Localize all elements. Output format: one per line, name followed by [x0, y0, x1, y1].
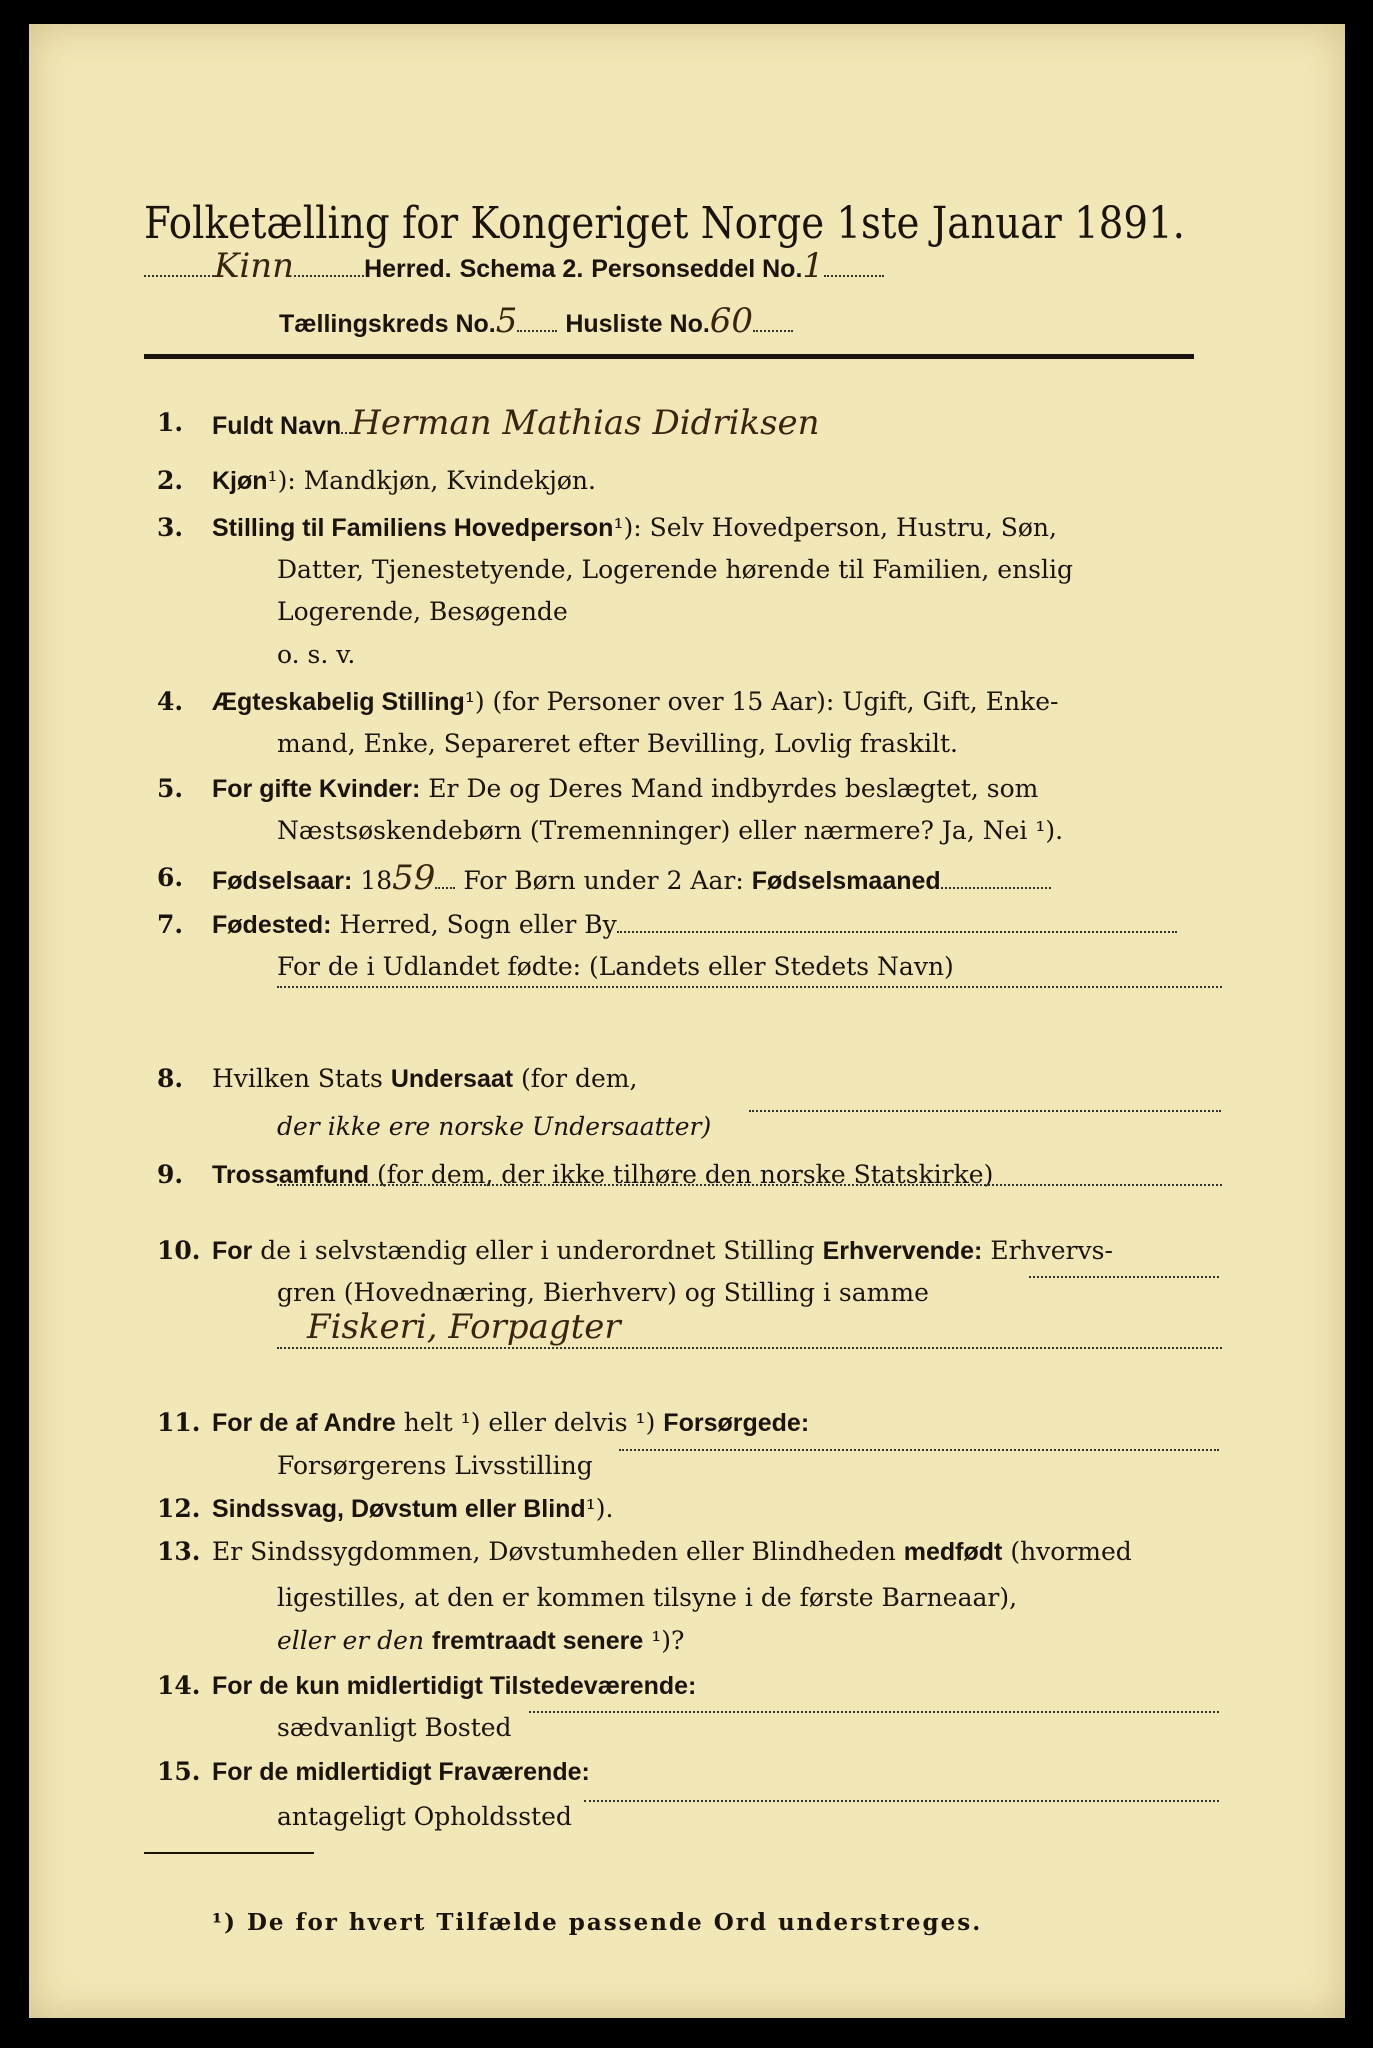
item-text: Er De og Deres Mand indbyrdes beslægtet, som — [428, 774, 1039, 803]
item-text: For de i Udlandet fødte: (Landets eller Stedets Navn) — [277, 952, 954, 981]
item-number: 15. — [157, 1757, 201, 1786]
kreds-label: Tællingskreds No. — [279, 310, 496, 338]
item-number: 12. — [157, 1494, 201, 1523]
item-number: 5. — [157, 774, 184, 803]
blank-line — [529, 1711, 1219, 1713]
item-label: Erhvervende: — [822, 1237, 983, 1265]
herred-value: Kinn — [214, 246, 295, 286]
item-text: helt ¹) eller delvis ¹) — [403, 1408, 656, 1437]
item-text: Hvilken Stats — [212, 1064, 383, 1093]
item-number: 9. — [157, 1160, 184, 1189]
item-number: 11. — [157, 1408, 201, 1437]
item-label: Sindssvag, Døvstum eller Blind — [212, 1495, 586, 1523]
item-number: 14. — [157, 1671, 201, 1700]
item-number: 13. — [157, 1537, 201, 1566]
birth-year-value: 59 — [392, 858, 436, 898]
item-text: ligestilles, at den er kommen tilsyne i de første Barneaar), — [277, 1583, 1018, 1612]
personseddel-label: Personseddel No. — [591, 255, 803, 283]
item-text: sædvanligt Bosted — [277, 1713, 512, 1742]
blank-line — [749, 1110, 1221, 1112]
footnote-rule — [144, 1852, 314, 1854]
item-text: Logerende, Besøgende — [277, 597, 568, 626]
item-text: ¹)? — [651, 1626, 685, 1655]
item-number: 2. — [157, 466, 184, 495]
item-text: eller er den — [277, 1626, 425, 1655]
item-label: For gifte Kvinder: — [212, 775, 421, 803]
item-text: der ikke ere norske Undersaatter) — [277, 1112, 712, 1141]
item-text: Datter, Tjenestetyende, Logerende hørende til Familien, enslig — [277, 555, 1074, 584]
item-text: de i selvstændig eller i underordnet Stilling — [260, 1236, 815, 1265]
item-label: Fødselsmaaned — [751, 867, 941, 895]
item-text: Er Sindssygdommen, Døvstumheden eller Blindheden — [212, 1537, 896, 1566]
item-label: fremtraadt senere — [432, 1627, 644, 1655]
item-text: (hvormed — [1010, 1537, 1132, 1566]
item-text: o. s. v. — [277, 640, 356, 669]
blank-line — [277, 986, 1222, 988]
item-label: Forsørgede: — [663, 1409, 810, 1437]
item-label: medfødt — [903, 1538, 1003, 1566]
schema-label: Schema 2. — [459, 255, 584, 283]
item-text: ¹). — [585, 1494, 614, 1523]
item-label: Fuldt Navn — [212, 412, 342, 440]
item-number: 8. — [157, 1064, 184, 1093]
husliste-label: Husliste No. — [565, 310, 710, 338]
item-text: Forsørgerens Livsstilling — [277, 1451, 593, 1480]
item-text: antageligt Opholdssted — [277, 1802, 572, 1831]
form-title: Folketælling for Kongeriget Norge 1ste Januar 1891. — [144, 198, 1185, 249]
item-number: 6. — [157, 863, 184, 892]
census-form — [29, 24, 1345, 2018]
item-text: ¹): Selv Hovedperson, Hustru, Søn, — [613, 513, 1057, 542]
item-label: For — [212, 1237, 253, 1265]
item-label: For de af Andre — [212, 1409, 396, 1437]
item-label: Kjøn — [212, 467, 268, 495]
item-label: Fødested: — [212, 911, 332, 939]
blank-line — [1029, 1276, 1219, 1278]
item-text: ¹): Mandkjøn, Kvindekjøn. — [267, 466, 596, 495]
occupation-value: Fiskeri, Forpagter — [307, 1307, 621, 1347]
husliste-value: 60 — [709, 301, 754, 341]
item-text: Næstsøskendebørn (Tremenninger) eller nærmere? Ja, Nei ¹). — [277, 816, 1064, 845]
header-line-1 — [144, 246, 884, 286]
header-rule — [144, 354, 1194, 359]
item-label: Stilling til Familiens Hovedperson — [212, 514, 614, 542]
item-label: Trossamfund — [212, 1161, 369, 1189]
item-label: Undersaat — [390, 1065, 514, 1093]
personseddel-value: 1 — [802, 246, 825, 286]
item-number: 10. — [157, 1236, 201, 1265]
item-label: For de midlertidigt Fraværende: — [212, 1758, 590, 1786]
header-line-2 — [279, 301, 793, 341]
item-text: (for dem, der ikke tilhøre den norske Statskirke) — [376, 1160, 994, 1189]
blank-line — [277, 1184, 1222, 1186]
full-name-value: Herman Mathias Didriksen — [351, 403, 820, 443]
item-number: 7. — [157, 910, 184, 939]
item-text: ¹) (for Personer over 15 Aar): Ugift, Gift, Enke- — [464, 687, 1059, 716]
blank-line — [584, 1800, 1219, 1802]
footnote: ¹) De for hvert Tilfælde passende Ord understreges. — [212, 1909, 983, 1936]
item-text: 18 — [360, 866, 393, 895]
item-text: (for dem, — [521, 1064, 638, 1093]
kreds-value: 5 — [495, 301, 518, 341]
herred-label: Herred. — [364, 255, 452, 283]
item-text: For Børn under 2 Aar: — [463, 866, 744, 895]
item-text: gren (Hovednæring, Bierhverv) og Stilling i samme — [277, 1278, 929, 1307]
item-number: 4. — [157, 687, 184, 716]
item-label: Fødselsaar: — [212, 867, 353, 895]
item-label: For de kun midlertidigt Tilstedeværende: — [212, 1672, 697, 1700]
item-number: 3. — [157, 513, 184, 542]
item-text: Herred, Sogn eller By — [339, 910, 617, 939]
item-label: Ægteskabelig Stilling — [212, 688, 465, 716]
item-text: Erhvervs- — [990, 1236, 1113, 1265]
item-text: mand, Enke, Separeret efter Bevilling, Lovlig fraskilt. — [277, 729, 958, 758]
item-number: 1. — [157, 408, 184, 437]
blank-line — [619, 1449, 1219, 1451]
